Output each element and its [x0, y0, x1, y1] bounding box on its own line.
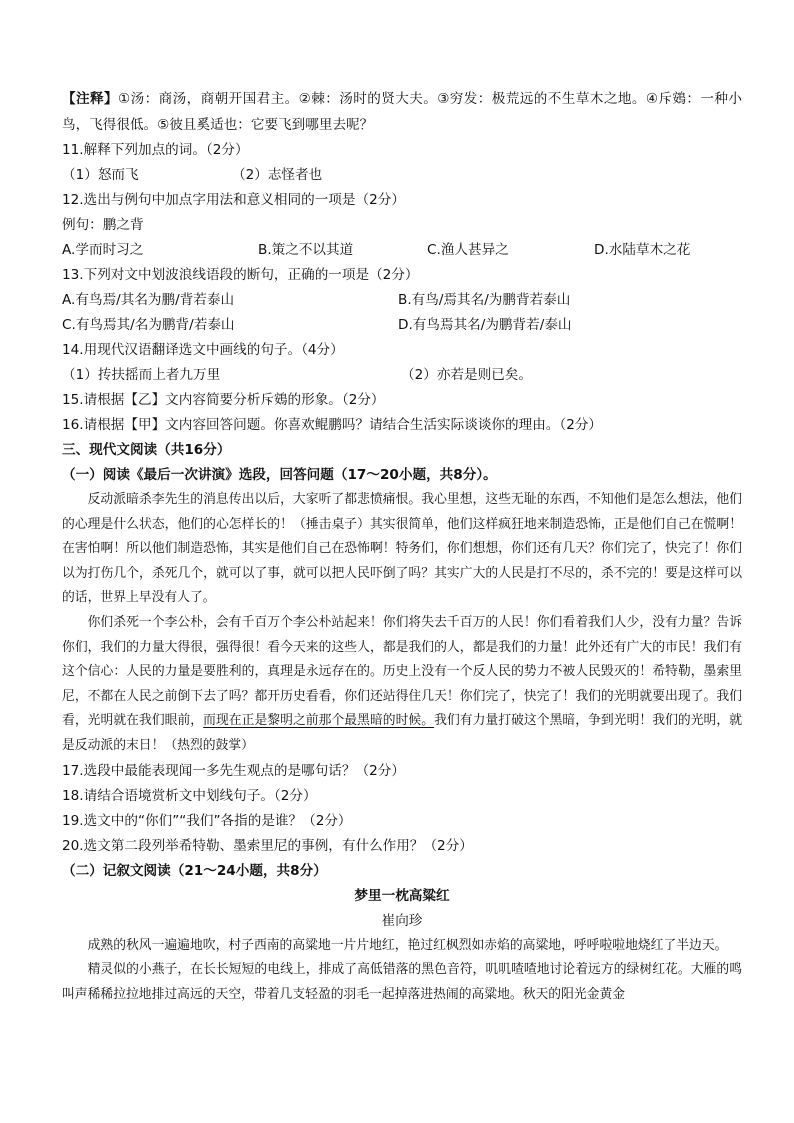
question-14-items [62, 363, 742, 388]
question-19: 19.选文中的“你们”“我们”各指的是谁？（2分） [62, 812, 352, 829]
underlined-sentence: 而现在正是黎明之前那个最黑暗的时候。 [203, 713, 435, 729]
question-11-items [62, 163, 742, 188]
annotation-note [62, 86, 742, 138]
speech-paragraph-2-text: 你们杀死一个李公朴，会有千百万个李公朴站起来！你们将失去千百万的人民！你们看着我们人少，没有力量？告诉你们，我们的力量大得很，强得很！看今天来的这些人，都是我们的人，都是我们的力量！此外还有广大的市民！我们有这个信心：人民的力量是要胜利的，真理是永远存在的。历史上没有一个反人民的势力不被人民毁灭的！希特勒，墨索里尼，不都在人民之前倒下去了吗？都开历史看看，你们还站得住几天！你们完了，快完了！我们的光明就要出现了。我们看，光明就在我们眼前， [62, 614, 742, 729]
question-13-options-row2 [62, 313, 742, 338]
note-text: ①汤：商汤，商朝开国君主。②棘：汤时的贤大夫。③穷发：极荒远的不生草木之地。④斥鴳：一种小鸟，飞得很低。⑤彼且奚适也：它要飞到哪里去呢？ [62, 91, 743, 133]
article-author: 崔向珍 [381, 912, 423, 929]
speech-paragraph-2 [62, 611, 742, 759]
q12-option-b: B.策之不以其道 [258, 242, 354, 258]
q12-option-d: D.水陆草木之花 [594, 242, 691, 258]
document-page [62, 86, 742, 1007]
q12-option-a: A.学而时习之 [62, 242, 144, 258]
q13-option-b: B.有鸟/焉其名/为鹏背若泰山 [398, 292, 571, 308]
question-15: 15.请根据【乙】文内容简要分析斥鴳的形象。（2分） [62, 392, 385, 408]
section-3-title: 三、现代文阅读（共16分） [62, 442, 231, 458]
question-12: 12.选出与例句中加点字用法和意义相同的一项是（2分） [62, 192, 405, 208]
question-12-options [62, 238, 742, 263]
part-1-heading: （一）阅读《最后一次讲演》选段，回答问题（17～20小题，共8分）。 [62, 467, 497, 483]
speech-paragraph-1: 反动派暗杀李先生的消息传出以后，大家听了都悲愤痛恨。我心里想，这些无耻的东西，不知他们是怎么想法，他们的心理是什么状态，他们的心怎样长的！（捶击桌子）其实很简单，他们这样疯狂地来制造恐怖，正是他们自己在慌啊！在害怕啊！所以他们制造恐怖，其实是他们自己在恐怖啊！特务们，你们想想，你们还有几天？你们完了，快完了！你们以为打伤几个，杀死几个，就可以了事，就可以把人民吓倒了吗？其实广大的人民是打不尽的，杀不完的！要是这样可以的话，世界上早没有人了。 [62, 492, 742, 606]
question-18: 18.请结合语境赏析文中划线句子。（2分） [62, 787, 317, 804]
q11-item-2: （2）志怪者也 [232, 167, 323, 183]
question-20: 20.选文第二段列举希特勒、墨索里尼的事例，有什么作用？（2分） [62, 837, 473, 854]
q13-option-a: A.有鸟焉/其名为鹏/背若泰山 [62, 292, 235, 308]
note-prefix: 【注释】 [62, 91, 119, 107]
q12-option-c: C.渔人甚异之 [427, 242, 509, 258]
question-17: 17.选段中最能表现闻一多先生观点的是哪句话？（2分） [62, 762, 405, 779]
article-title: 梦里一枕高粱红 [354, 887, 450, 904]
article-paragraph-1: 成熟的秋风一遍遍地吹，村子西南的高粱地一片片地红，艳过红枫烈如赤焰的高粱地，呼呼啦啦地烧红了半边天。 [87, 937, 728, 953]
question-16: 16.请根据【甲】文内容回答问题。你喜欢鲲鹏吗？请结合生活实际谈谈你的理由。（2分） [62, 417, 603, 433]
q13-option-d: D.有鸟焉其名/为鹏背若/泰山 [398, 317, 572, 333]
question-14: 14.用现代汉语翻译选文中画线的句子。（4分） [62, 342, 344, 358]
part-2-heading: （二）记叙文阅读（21～24小题，共8分） [62, 862, 327, 879]
question-11: 11.解释下列加点的词。（2分） [62, 142, 249, 158]
q14-item-2: （2）亦若是则已矣。 [401, 367, 532, 383]
question-13: 13.下列对文中划波浪线语段的断句，正确的一项是（2分） [62, 267, 419, 283]
q13-option-c: C.有鸟焉其/名为鹏背/若泰山 [62, 317, 235, 333]
q14-item-1: （1）抟扶摇而上者九万里 [62, 367, 221, 383]
article-paragraph-2: 精灵似的小燕子，在长长短短的电线上，排成了高低错落的黑色音符，叽叽喳喳地讨论着远方的绿树红花。大雁的鸣叫声稀稀拉拉地排过高远的天空，带着几支轻盈的羽毛一起掉落进热闹的高粱地。秋天的阳光金黄金 [62, 962, 742, 1002]
q11-item-1: （1）怒而飞 [62, 167, 139, 183]
q12-example: 例句：鹏之背 [62, 217, 144, 233]
question-13-options-row1 [62, 288, 742, 313]
speech-paragraph-2-end: 我们有力量打破这个黑暗，争到光明！我们的光明，就是反动派的末日！（热烈的鼓掌） [62, 713, 743, 753]
